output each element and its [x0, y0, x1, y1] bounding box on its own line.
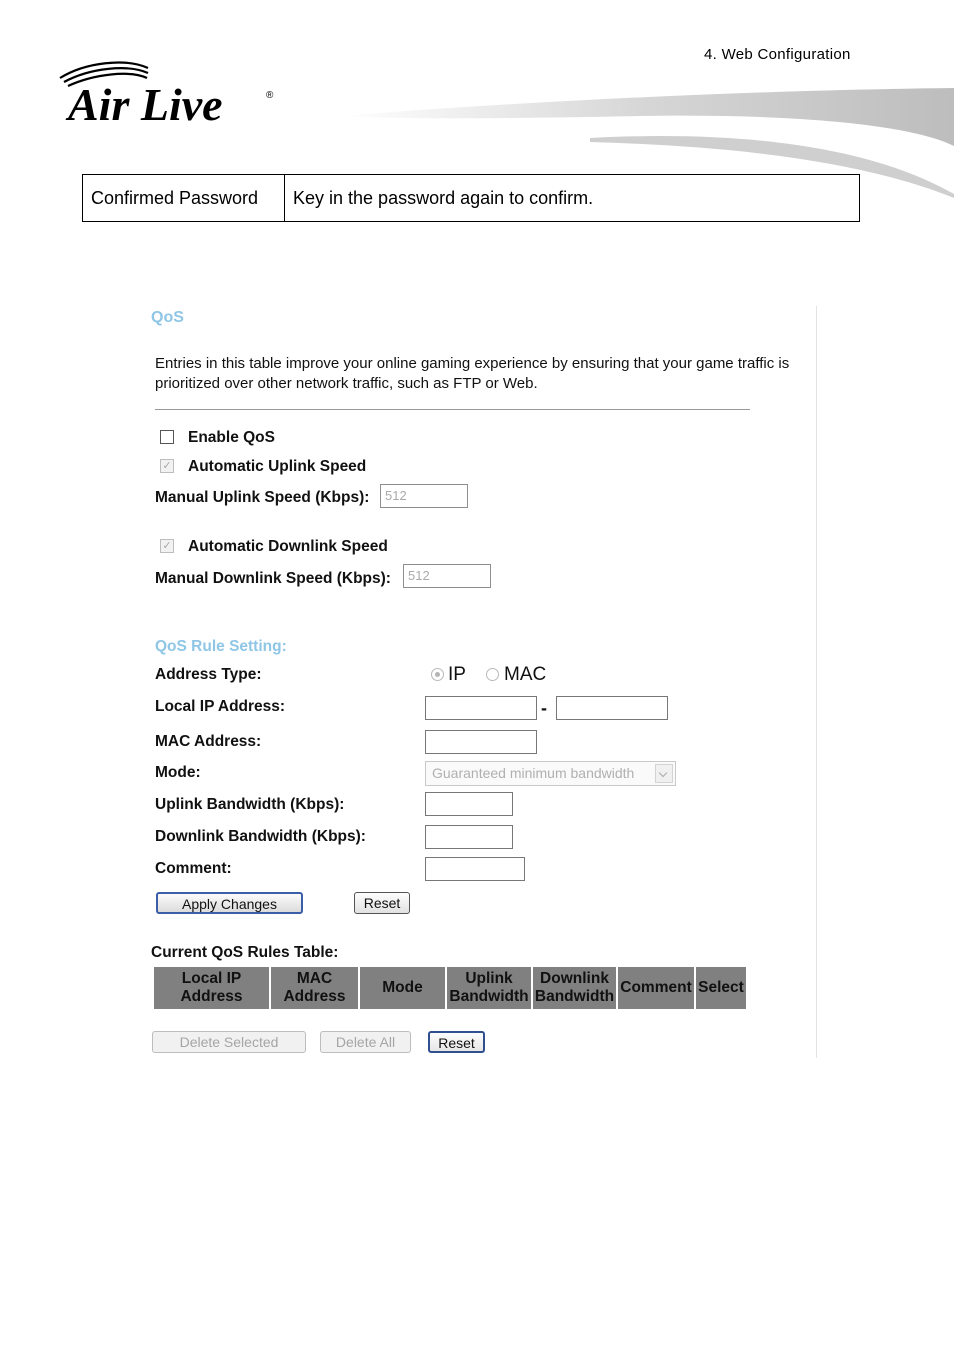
- enable-qos-checkbox[interactable]: [160, 430, 174, 444]
- description-table: [82, 174, 860, 222]
- enable-qos-label: Enable QoS: [188, 429, 275, 446]
- reset-button[interactable]: Reset: [354, 892, 410, 914]
- local-ip-start-input[interactable]: [425, 696, 537, 720]
- auto-uplink-checkbox[interactable]: ✓: [160, 459, 174, 473]
- qos-intro-text: Entries in this table improve your online gaming experience by ensuring that your game traffic is prioritized over other network traffic, such as FTP or Web.: [155, 355, 790, 392]
- ip-range-separator: -: [541, 698, 547, 718]
- mode-label: Mode:: [155, 764, 201, 781]
- address-type-mac-label: MAC: [504, 664, 547, 685]
- auto-downlink-checkbox[interactable]: ✓: [160, 539, 174, 553]
- table-reset-button[interactable]: Reset: [428, 1031, 485, 1053]
- address-type-label: Address Type:: [155, 666, 262, 683]
- uplink-bandwidth-input[interactable]: [425, 792, 513, 816]
- table-row: [83, 175, 860, 222]
- address-type-mac-radio[interactable]: [486, 668, 499, 681]
- table-header-row: [154, 967, 746, 1009]
- column-header-mac: MAC Address: [271, 967, 358, 1009]
- mode-select-value: Guaranteed minimum bandwidth: [432, 765, 635, 781]
- airlive-logo: [56, 60, 286, 126]
- manual-downlink-input[interactable]: 512: [403, 564, 491, 588]
- term-cell: Confirmed Password: [83, 175, 285, 222]
- current-rules-table-title: Current QoS Rules Table:: [151, 944, 339, 961]
- manual-downlink-label: Manual Downlink Speed (Kbps):: [155, 570, 391, 587]
- downlink-bandwidth-label: Downlink Bandwidth (Kbps):: [155, 828, 366, 845]
- column-header-comment: Comment: [618, 967, 694, 1009]
- address-type-ip-label: IP: [448, 664, 466, 685]
- qos-title: QoS: [151, 309, 184, 326]
- manual-uplink-input[interactable]: 512: [380, 484, 468, 508]
- address-type-ip-radio[interactable]: [431, 668, 444, 681]
- current-rules-table: [152, 967, 748, 1009]
- description-cell: Key in the password again to confirm.: [285, 175, 860, 222]
- page-header: 4. Web Configuration: [704, 46, 851, 63]
- qos-rule-setting-title: QoS Rule Setting:: [155, 638, 287, 655]
- delete-all-button[interactable]: Delete All: [320, 1031, 411, 1053]
- downlink-bandwidth-input[interactable]: [425, 825, 513, 849]
- mac-address-label: MAC Address:: [155, 733, 262, 750]
- local-ip-label: Local IP Address:: [155, 698, 286, 715]
- column-header-downlink: Downlink Bandwidth: [533, 967, 616, 1009]
- auto-downlink-label: Automatic Downlink Speed: [188, 538, 388, 555]
- apply-changes-button[interactable]: Apply Changes: [156, 892, 303, 914]
- column-header-mode: Mode: [360, 967, 445, 1009]
- auto-uplink-label: Automatic Uplink Speed: [188, 458, 367, 475]
- chevron-down-icon[interactable]: [655, 764, 673, 783]
- column-header-local-ip: Local IP Address: [154, 967, 269, 1009]
- manual-uplink-label: Manual Uplink Speed (Kbps):: [155, 489, 370, 506]
- local-ip-end-input[interactable]: [556, 696, 668, 720]
- divider: [155, 409, 750, 410]
- column-header-select: Select: [696, 967, 746, 1009]
- column-header-uplink: Uplink Bandwidth: [447, 967, 531, 1009]
- delete-selected-button[interactable]: Delete Selected: [152, 1031, 306, 1053]
- comment-input[interactable]: [425, 857, 525, 881]
- svg-text:Air Live: Air Live: [68, 79, 223, 126]
- comment-label: Comment:: [155, 860, 232, 877]
- mode-select[interactable]: [425, 761, 676, 786]
- svg-text:®: ®: [266, 90, 274, 101]
- mac-address-input[interactable]: [425, 730, 537, 754]
- uplink-bandwidth-label: Uplink Bandwidth (Kbps):: [155, 796, 345, 813]
